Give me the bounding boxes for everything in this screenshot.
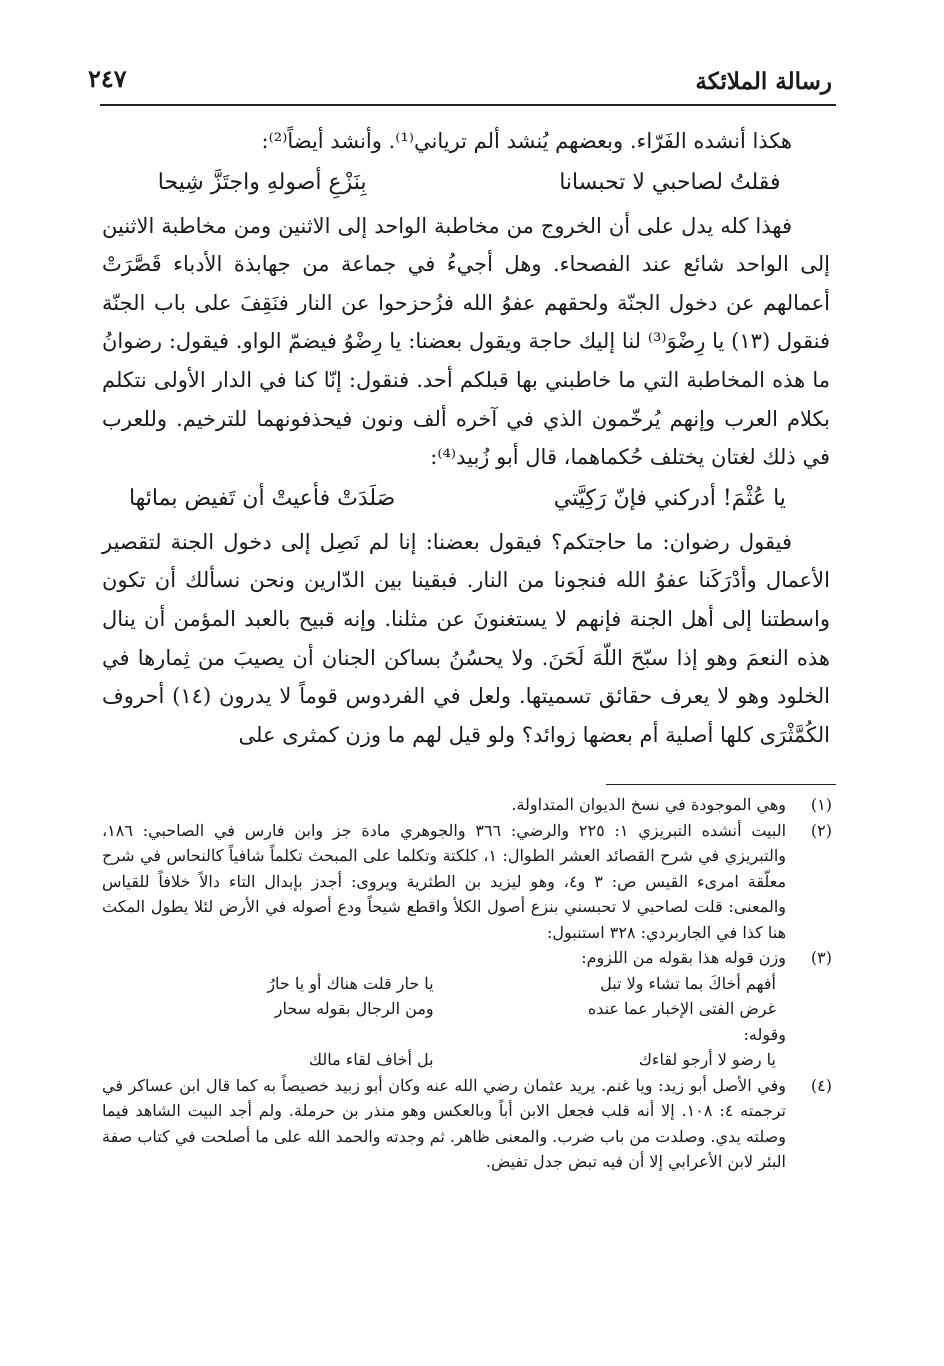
footnote-separator — [606, 784, 836, 785]
footnote-verse — [102, 996, 786, 1022]
footnote-text: وهي الموجودة في نسخ الديوان المتداولة. — [511, 795, 786, 814]
footnote-verse-first: غرض الفتى الإخبار عما عنده — [587, 999, 776, 1018]
verse-2-first-hemistich: يا عُثْمَ! أدركني فإنّ رَكِيَّتي — [553, 486, 786, 512]
footnotes — [102, 792, 832, 1175]
paragraph-2: فهذا كله يدل على أن الخروج من مخاطبة الواحد إلى الاثنين ومن مخاطبة الاثنين إلى الواحد شائع عند الفصحاء. وهل أجيءُ في جماعة من جهابذة الأدباء قَصَّرَتْ أعمالهم عن دخول الجنّة ولحقهم عفوُ الله فزُحزحوا عن النار فنَقِفَ على باب الجنّة فنقول (١٣) يا رِضْوَ⁽³⁾ لنا إليك حاجة ويقول بعضنا: يا رِضْوُ فيضمّ الواو. فيقول: رضوانُ ما هذه المخاطبة التي ما خاطبني بها قبلكم أحد. فنقول: إنّا كنا في الدار الأولى نتكلم بكلام العرب وإنهم يُرخّمون الذي في آخره ألف ونون فيحذفونهما للترخيم. وللعرب في ذلك لغتان يختلف حُكماهما، قال أبو زُبيد⁽⁴⁾: — [102, 213, 831, 470]
footnote-2 — [102, 818, 832, 946]
paragraph-3: فيقول رضوان: ما حاجتكم؟ فيقول بعضنا: إنا لم نَصِل إلى دخول الجنة لتقصير الأعمال وأدْرَكَنا عفوُ الله فنجونا من النار. فبقينا بين الدّارين ونحن نسألك أن تكون واسطتنا إلى أهل الجنة فإنهم لا يستغنونَ عن مثلنا. وإنه قبيح بالعبد المؤمن أن ينال هذه النعمَ وهو إذا سبّحَ اللّهَ لَحَنَ. ولا يحسُنُ بساكن الجنان أن يصيبَ من ثِمارها في الخلود وهو لا يعرف حقائق تسميتها. ولعل في الفردوس قوماً لا يدرون (١٤) أحروف الكُمَّثْرَى كلها أصلية أم بعضها زوائد؟ ولو قيل لهم ما وزن كمثرى على — [102, 529, 831, 747]
footnote-verse-second: ومن الرجال بقوله سحار — [274, 999, 434, 1018]
footnote-text: البيت أنشده التبريزي ١: ٢٢٥ والرضي: ٣٦٦ والجوهري مادة جز وابن فارس في الصاحبي: ١٨٦، والتبريزي في شرح القصائد العشر الطوال: ١، كلكتة وتكلما على المبحث تكلماً شافياً كالنحاس في شرح معلّقة امرىء القيس ص: ٣ و٤، وهو ليزيد بن الطثرية ويروى: أجدز بإبدال التاء دالاً خلافاً للقياس والمعنى: قلت لصاحبي لا تحبسني بنزع أصول الكلأ واقطع شيحاً ودع أصوله في الأرض لئلا يطول المكث هنا كذا في الجاربردي: ٣٢٨ استنبول: — [102, 820, 787, 942]
footnote-verse-second: بل أخاف لقاء مالك — [308, 1050, 434, 1069]
footnote-verse — [102, 1047, 786, 1073]
footnote-3 — [102, 945, 832, 1073]
footnote-verse-second: يا حار قلت هناك أو يا حارُ — [267, 973, 434, 993]
paragraph-1: هكذا أنشده الفَرّاء. وبعضهم يُنشد ألم ترياني⁽¹⁾. وأنشد أيضاً⁽²⁾: — [261, 129, 792, 153]
footnote-number: (١) — [810, 795, 832, 814]
footnote-4 — [102, 1073, 832, 1175]
footnote-verse-first: يا رضو لا أرجو لقاءك — [638, 1050, 776, 1069]
verse-1-first-hemistich: فقلتُ لصاحبي لا تحبسانا — [559, 170, 781, 196]
footnote-text: وفي الأصل أبو زيد: ويا غنم. يريد عثمان رضي الله عنه وكان أبو زبيد خصيصاً به كما قال ابن عساكر في ترجمته ٤: ١٠٨. إلا أنه قلب فجعل الابن أباً وبالعكس وهو منذر بن حرملة. ولم أجد البيت الشاهد فيما وصلته يدي. وصلدت من باب ضرب. والمعنى ظاهر. ثم وجدته والحمد الله على ما أصلحت في كتاب صفة البئر لابن الأعرابي إلا أن فيه تبض جدل تفيض. — [102, 1075, 787, 1171]
page-number: ٢٤٧ — [88, 64, 127, 93]
footnote-number: (٢) — [810, 820, 832, 840]
footnote-verse-first: أفهم أخاكَ بما تشاء ولا تبل — [600, 973, 776, 993]
running-title: رسالة الملائكة — [695, 68, 832, 95]
footnote-number: (٤) — [810, 1075, 832, 1095]
footnote-text: وزن قوله هذا بقوله من اللزوم: — [581, 948, 786, 967]
footnote-1 — [102, 792, 832, 818]
verse-2-second-hemistich: صَلَدَتْ فأعيتْ أن تَفيض بمائها — [128, 486, 396, 512]
footnote-number: (٣) — [810, 948, 832, 967]
verse-2 — [102, 477, 830, 523]
verse-1-second-hemistich: بِنَزْعِ أصولهِ واجتَزَّ شِيحا — [157, 170, 367, 196]
verse-1 — [102, 161, 830, 207]
header-rule — [100, 104, 836, 106]
main-text — [102, 122, 830, 754]
footnote-verse — [102, 971, 786, 997]
footnote-text: وقوله: — [743, 1024, 786, 1044]
